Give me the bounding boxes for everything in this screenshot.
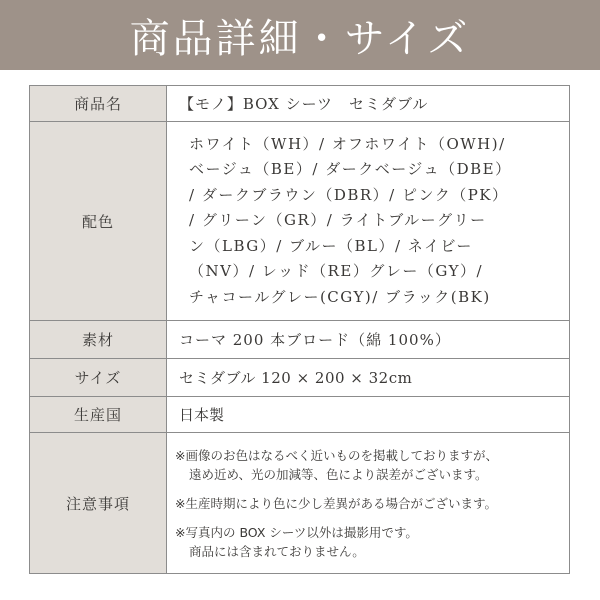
color-line: / グリーン（GR）/ ライトブルーグリー bbox=[189, 211, 487, 230]
product-name-value: 【モノ】BOX シーツ セミダブル bbox=[167, 86, 570, 122]
note-line: ※生産時期により色に少し差異がある場合がございます。 bbox=[175, 495, 497, 511]
material-label: 素材 bbox=[30, 321, 167, 359]
note-item bbox=[175, 523, 563, 561]
origin-row bbox=[30, 397, 570, 433]
notes-row bbox=[30, 433, 570, 574]
color-line: ン（LBG）/ ブルー（BL）/ ネイビー bbox=[189, 236, 473, 255]
size-value: セミダブル 120 × 200 × 32cm bbox=[167, 359, 570, 397]
product-spec-table bbox=[29, 85, 570, 574]
origin-label: 生産国 bbox=[30, 397, 167, 433]
notes-label: 注意事項 bbox=[30, 433, 167, 574]
page-title: 商品詳細・サイズ bbox=[129, 15, 471, 62]
colors-row bbox=[30, 122, 570, 321]
note-line: ※写真内の BOX シーツ以外は撮影用です。 bbox=[175, 524, 418, 540]
color-line: ホワイト（WH）/ オフホワイト（OWH)/ bbox=[189, 134, 506, 153]
colors-value bbox=[167, 122, 570, 321]
note-item bbox=[175, 446, 563, 484]
notes-value bbox=[167, 433, 570, 574]
note-item bbox=[175, 494, 563, 513]
size-label: サイズ bbox=[30, 359, 167, 397]
note-line: 商品には含まれておりません。 bbox=[189, 543, 365, 559]
colors-label: 配色 bbox=[30, 122, 167, 321]
note-line: ※画像のお色はなるべく近いものを掲載しておりますが、 bbox=[175, 447, 498, 463]
note-line: 遠め近め、光の加減等、色により誤差がございます。 bbox=[189, 466, 488, 482]
color-line: チャコールグレー(CGY)/ ブラック(BK) bbox=[189, 287, 491, 306]
origin-value: 日本製 bbox=[167, 397, 570, 433]
material-row bbox=[30, 321, 570, 359]
color-line: / ダークブラウン（DBR）/ ピンク（PK） bbox=[189, 185, 509, 204]
product-name-label: 商品名 bbox=[30, 86, 167, 122]
size-row bbox=[30, 359, 570, 397]
product-name-row bbox=[30, 86, 570, 122]
material-value: コーマ 200 本ブロード（綿 100%） bbox=[167, 321, 570, 359]
color-line: ベージュ（BE）/ ダークベージュ（DBE） bbox=[189, 160, 512, 179]
header-banner bbox=[0, 0, 600, 70]
color-line: （NV）/ レッド（RE）グレー（GY）/ bbox=[189, 262, 484, 281]
